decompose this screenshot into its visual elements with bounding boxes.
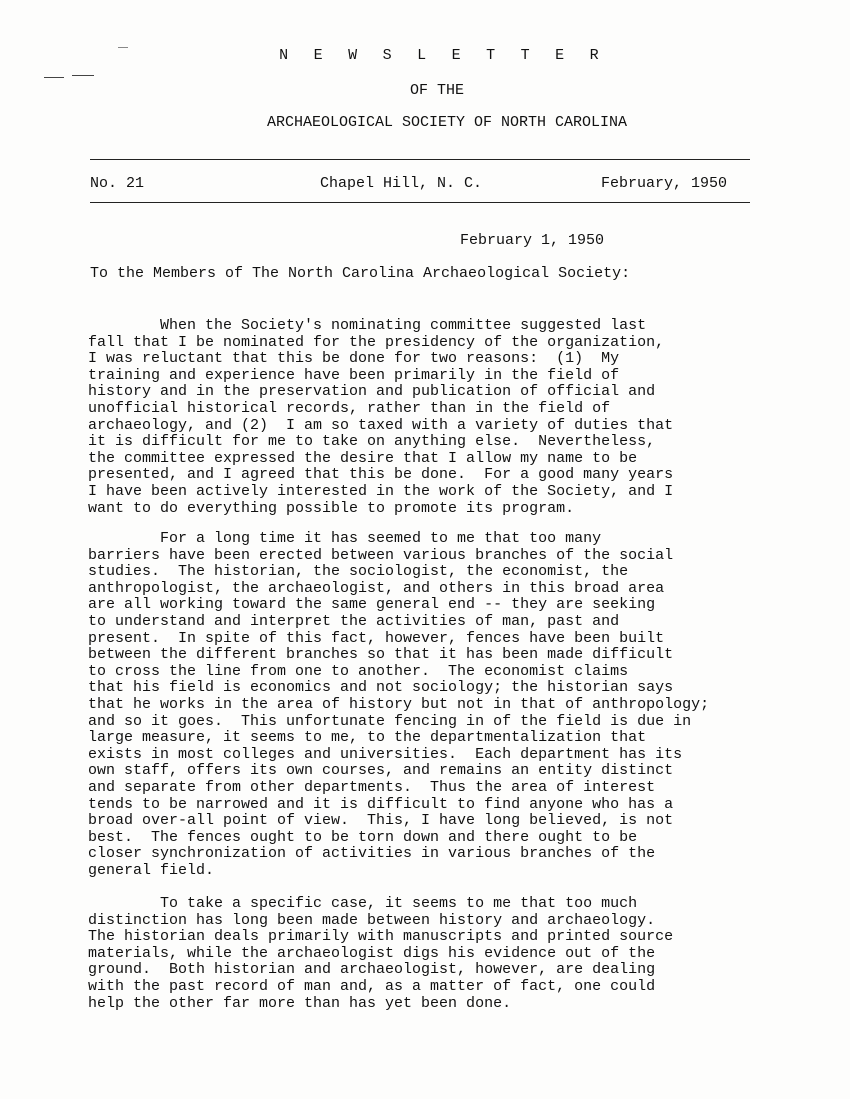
masthead-title: N E W S L E T T E R xyxy=(279,47,607,64)
masthead-organization: ARCHAEOLOGICAL SOCIETY OF NORTH CAROLINA xyxy=(266,114,628,131)
header-rule-top xyxy=(90,159,750,160)
letter-paragraph: For a long time it has seemed to me that too many barriers have been erected between various branches of the social studies. The historian, the sociologist, the economist, the anthropologist, the archaeologist, and others in this broad area are all working toward the same general end -- they are seeking to understand and interpret the activities of man, past and present. In spite of this fact, however, fences have been built between the different branches so that it has been made difficult to cross the line from one to another. The economist claims that his field is economics and not sociology; the historian says that he works in the area of history but not in that of anthropology; and so it goes. This unfortunate fencing in of the field is due in large measure, it seems to me, to the departmentalization that exists in most colleges and universities. Each department has its own staff, offers its own courses, and remains an entity distinct and separate from other departments. Thus the area of interest tends to be narrowed and it is difficult to find anyone who has a broad over-all point of view. This, I have long believed, is not best. The fences ought to be torn down and there ought to be closer synchronization of activities in various branches of the general field. xyxy=(88,530,710,879)
letter-paragraph: To take a specific case, it seems to me that too much distinction has long been made between history and archaeology. The historian deals primarily with manuscripts and printed source materials, while the archaeologist digs his evidence out of the ground. Both historian and archaeologist, however, are dealing with the past record of man and, as a matter of fact, one could help the other far more than has yet been done. xyxy=(88,895,674,1012)
header-rule-bottom xyxy=(90,202,750,203)
ink-mark xyxy=(72,75,94,76)
issue-place: Chapel Hill, N. C. xyxy=(320,175,483,192)
letter-salutation: To the Members of The North Carolina Archaeological Society: xyxy=(90,265,631,282)
ink-mark xyxy=(44,77,64,78)
issue-date: February, 1950 xyxy=(601,175,728,192)
letter-paragraph: When the Society's nominating committee suggested last fall that I be nominated for the presidency of the organization, I was reluctant that this be done for two reasons: (1) My training and experience have been primarily in the field of history and in the preservation and publication of official and unofficial historical records, rather than in the field of archaeology, and (2) I am so taxed with a variety of duties that it is difficult for me to take on anything else. Nevertheless, the committee expressed the desire that I allow my name to be presented, and I agreed that this be done. For a good many years I have been actively interested in the work of the Society, and I want to do everything possible to promote its program. xyxy=(88,317,674,517)
letter-date: February 1, 1950 xyxy=(460,232,605,249)
issue-number: No. 21 xyxy=(90,175,145,192)
masthead-of-the: OF THE xyxy=(409,82,464,99)
